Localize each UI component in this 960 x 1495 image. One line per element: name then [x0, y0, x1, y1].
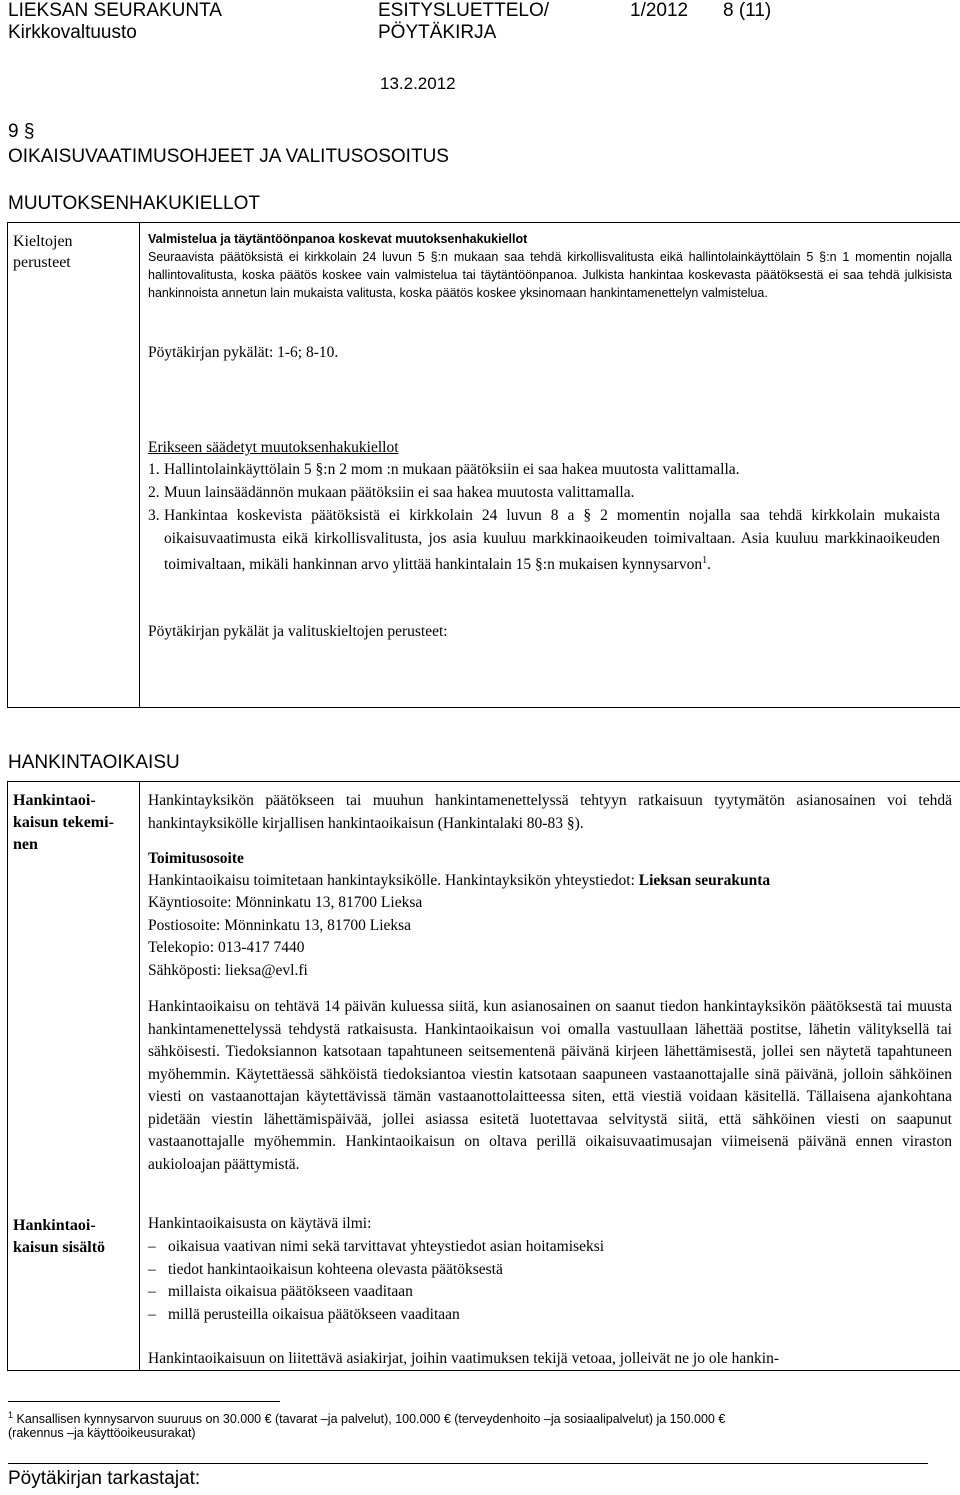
- special-restriction-item-1: [148, 459, 938, 482]
- org-name: LIEKSAN SEURAKUNTA: [8, 0, 222, 21]
- restrictions-label-line-1: Kieltojen: [13, 233, 73, 250]
- procurement-column-divider: [139, 781, 140, 1370]
- content-list-item: – oikaisua vaativan nimi sekä tarvittavat yhteystiedot asian hoitamiseksi: [148, 1236, 928, 1259]
- procurement-heading: HANKINTAOIKAISU: [8, 752, 180, 773]
- footnote-reference[interactable]: 1: [702, 555, 708, 566]
- content-intro: Hankintaoikaisusta on käytävä ilmi:: [148, 1215, 372, 1232]
- attachments-line: Hankintaoikaisuun on liitettävä asiakirjat, joihin vaatimuksen tekijä vetoaa, jolleivät ne jo ole hankin-: [148, 1350, 780, 1367]
- restrictions-heading: MUUTOKSENHAKUKIELLOT: [8, 193, 260, 214]
- content-list-item: – millä perusteilla oikaisua päätökseen vaaditaan: [148, 1304, 928, 1327]
- postal-address: Postiosoite: Mönninkatu 13, 81700 Lieksa: [148, 917, 412, 934]
- procurement-intro: Hankintayksikön päätökseen tai muuhun hankintamenettelyssä tehtyyn ratkaisuun tyytymätön asianosainen voi tehdä hankintayksikölle kirjallisen hankintaoikaisun (Hankintalaki 80-83 §).: [148, 792, 952, 832]
- restrictions-column-divider: [139, 222, 140, 707]
- delivery-line: [148, 870, 770, 893]
- special-restriction-item-2: [148, 482, 938, 505]
- body-name: Kirkkovaltuusto: [8, 22, 137, 43]
- special-restrictions-heading: Erikseen säädetyt muutoksenhakukiellot: [148, 439, 399, 456]
- content-list: [148, 1236, 928, 1326]
- special-restriction-item-3: [148, 505, 940, 577]
- reviewers-label: Pöytäkirjan tarkastajat:: [8, 1468, 201, 1489]
- dash-bullet: –: [148, 1305, 156, 1323]
- fax-number: Telekopio: 013-417 7440: [148, 939, 305, 956]
- delivery-heading: Toimitusosoite: [148, 850, 244, 867]
- content-list-item: – tiedot hankintaoikaisun kohteena olevasta päätöksestä: [148, 1259, 928, 1282]
- doc-type-line-1: ESITYSLUETTELO/: [378, 0, 550, 21]
- email-address[interactable]: Sähköposti: lieksa@evl.fi: [148, 962, 308, 979]
- item-number: 2.: [148, 484, 160, 501]
- restrictions-paragraph: Seuraavista päätöksistä ei kirkkolain 24 luvun 5 §:n mukaan saa tehdä kirkollisvalitusta eikä hallintolainkäyttölain 5 §:n 1 momentin nojalla hallintovalitusta, koska päätös koskee vain valmistelua tai täytäntöönpanoa. Julkista hankintaa koskevasta päätöksestä ei saa tehdä julkisista hankinnoista annetun lain mukaista valitusta, koska päätös koskee yksinomaan hankintamenettelyn valmistelua.: [148, 250, 952, 300]
- doc-type-line-2: PÖYTÄKIRJA: [378, 22, 497, 43]
- restrictions-subheading: Valmistelua ja täytäntöönpanoa koskevat muutoksenhakukiellot: [148, 232, 528, 246]
- footnote-text: Kansallisen kynnysarvon suuruus on 30.000 € (tavarat –ja palvelut), 100.000 € (terveydenhoito –ja sosiaalipalvelut) ja 150.000 €: [16, 1412, 726, 1427]
- item-text: Muun lainsäädännön mukaan päätöksiin ei saa hakea muutosta valittamalla.: [164, 484, 635, 501]
- restrictions-label-line-2: perusteet: [13, 254, 71, 271]
- item-number: 3.: [148, 507, 160, 524]
- dash-bullet: –: [148, 1283, 156, 1300]
- procurement-label-b-line-2: kaisun sisältö: [13, 1239, 106, 1256]
- item-number: 1.: [148, 461, 160, 478]
- footnote-mark: 1: [8, 1410, 14, 1420]
- reasons-line: Pöytäkirjan pykälät ja valituskieltojen perusteet:: [148, 623, 448, 640]
- footnote-separator: [8, 1401, 280, 1402]
- restrictions-sections-line: Pöytäkirjan pykälät: 1-6; 8-10.: [148, 344, 339, 361]
- meeting-date: 13.2.2012: [380, 74, 456, 93]
- delivery-text: Hankintaoikaisu toimitetaan hankintayksikölle. Hankintayksikön yhteystiedot:: [148, 872, 639, 889]
- page-number: 8 (11): [723, 0, 772, 21]
- doc-number: 1/2012: [630, 0, 689, 21]
- procurement-label-a-line-3: nen: [13, 836, 38, 853]
- deadline-paragraph: Hankintaoikaisu on tehtävä 14 päivän kuluessa siitä, kun asianosainen on saanut tiedon hankintayksikön päätöksestä tai muusta hankintamenettelyssä tehdystä ratkaisusta. Hankintaoikaisun voi omalla vastuullaan lähettää postitse, lähetin välityksellä tai sähköisesti. Tiedoksiannon katsotaan tapahtuneen seitsementenä päivänä kirjeen lähettämisestä, jollei sen näytetä tapahtuneen myöhemmin. Käytettäessä sähköistä tiedoksiantoa viestin katsotaan saapuneen vastaanottajalle sinä päivänä, jolloin sähköinen viesti on vastaanottajan käytettävissä tämän vastaanottolaitteessa siten, että viestiä voidaan käsitellä. Tällaisena ajankohtana pidetään viestin lähettämispäivää, jollei asiassa esitetä luotettavaa selvitystä siitä, että sähköinen viesti on saapunut vastaanottajalle myöhemmin. Hankintaoikaisun on oltava perillä oikaisuvaatimusajan viimeisenä päivänä ennen viraston aukioloajan päättymistä.: [148, 998, 952, 1173]
- dash-bullet: –: [148, 1238, 156, 1255]
- section-title: OIKAISUVAATIMUSOHJEET JA VALITUSOSOITUS: [8, 146, 449, 167]
- procurement-label-a-line-1: Hankintaoi-: [13, 792, 96, 809]
- footer-rule: [8, 1463, 928, 1464]
- dash-bullet: –: [148, 1260, 156, 1278]
- procurement-label-b-line-1: Hankintaoi-: [13, 1217, 96, 1234]
- item-text: Hallintolainkäyttölain 5 §:n 2 mom :n mukaan päätöksiin ei saa hakea muutosta valittamalla.: [164, 461, 740, 478]
- procurement-label-a-line-2: kaisun tekemi-: [13, 814, 114, 831]
- item-text: Hankintaa koskevista päätöksistä ei kirkkolain 24 luvun 8 a § 2 momentin nojalla saa tehdä kirkkolain mukaista oikaisuvaatimusta eikä kirkollisvalitusta, jos asia kuuluu markkinaoikeuden toimivaltaan. Asia kuuluu markkinaoikeuden toimivaltaan, mikäli hankinnan arvo ylittää hankintalain 15 §:n mukaisen kynnysarvon: [164, 507, 940, 574]
- item-end-punctuation: .: [707, 556, 711, 574]
- section-number: 9 §: [8, 121, 35, 142]
- delivery-organization: Lieksan seurakunta: [638, 872, 771, 889]
- content-list-item: – millaista oikaisua päätökseen vaaditaan: [148, 1281, 928, 1304]
- footnote-line-2: (rakennus –ja käyttöoikeusurakat): [8, 1426, 196, 1440]
- visiting-address: Käyntiosoite: Mönninkatu 13, 81700 Lieksa: [148, 894, 423, 911]
